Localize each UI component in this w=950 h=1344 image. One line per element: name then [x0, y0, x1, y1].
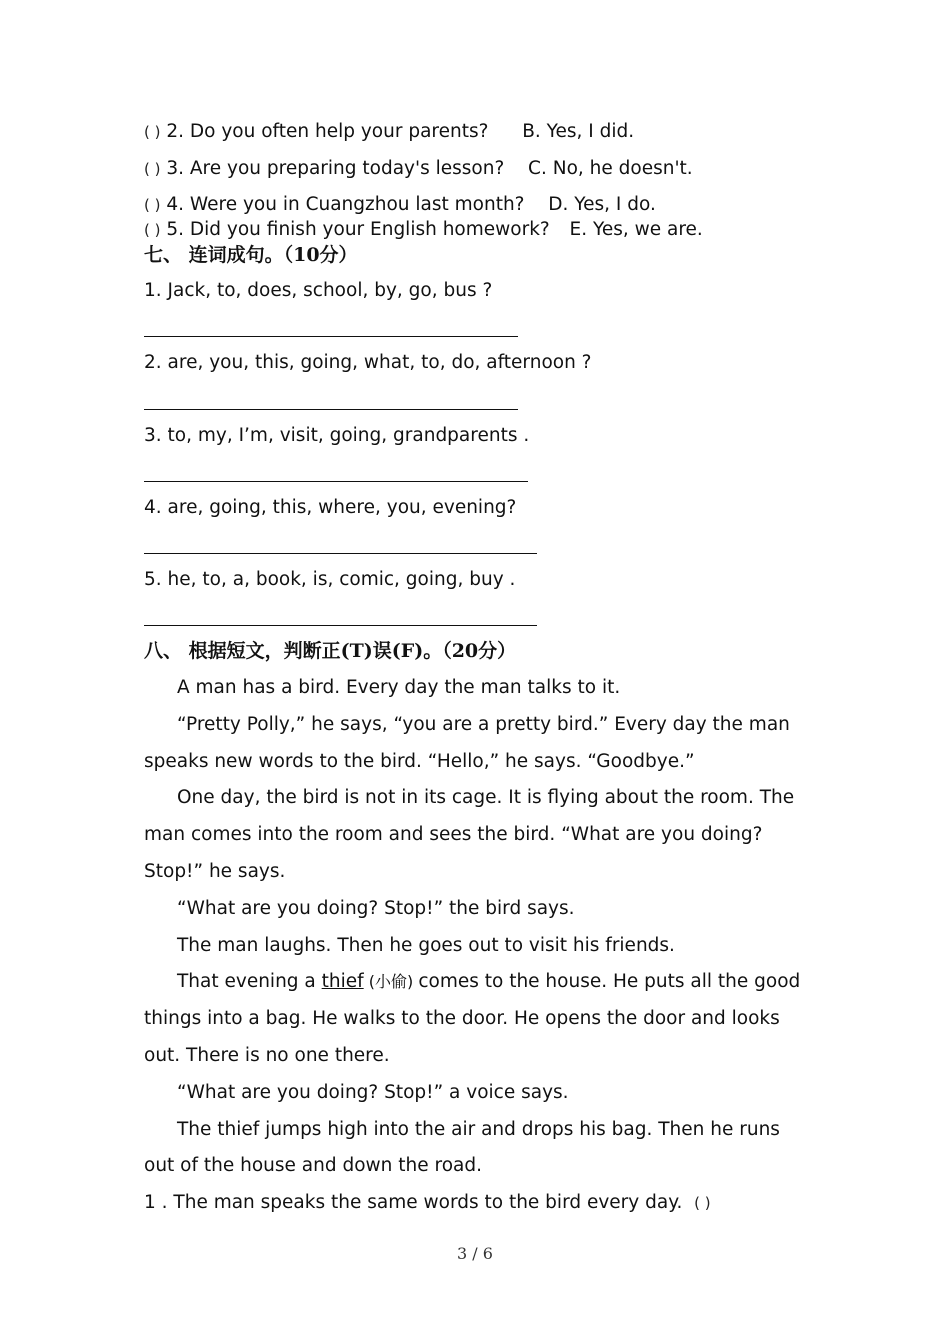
sentence-item: 2. are, you, this, going, what, to, do, afternoon ?	[144, 352, 592, 373]
passage-paragraph: The man laughs. Then he goes out to visit his friends.	[177, 934, 675, 956]
sentence-item: 5. he, to, a, book, is, comic, going, buy .	[144, 569, 516, 590]
question-text: 2. Do you often help your parents?	[166, 121, 489, 142]
passage-paragraph: “Pretty Polly,” he says, “you are a pretty bird.” Every day the man speaks new words to the bird. “Hello,” he says. “Goodbye.”	[144, 713, 790, 772]
passage-paragraph: “What are you doing? Stop!” a voice says.	[177, 1081, 569, 1103]
sentence-item: 4. are, going, this, where, you, evening?	[144, 497, 517, 518]
sentence-item: 1. Jack, to, does, school, by, go, bus ?	[144, 280, 493, 301]
answer-parenthesis: ( )	[144, 160, 161, 178]
vocab-word: thief	[321, 971, 364, 993]
passage-paragraph: “What are you doing? Stop!” the bird says.	[177, 897, 575, 919]
passage-paragraph: A man has a bird. Every day the man talks to it.	[177, 677, 621, 698]
answer-option: E. Yes, we are.	[569, 219, 703, 240]
answer-line	[144, 625, 537, 626]
question-text: 5. Did you finish your English homework?	[166, 219, 550, 240]
reading-passage	[144, 670, 814, 1222]
passage-paragraph: That evening a thief (小偷) comes to the house. He puts all the good things into a bag. He walks to the door. He opens the door and looks out. There is no one there.	[144, 971, 801, 1066]
matching-item	[144, 194, 656, 216]
answer-parenthesis: ( )	[144, 196, 161, 214]
answer-option: B. Yes, I did.	[522, 121, 635, 142]
vocab-gloss: (小偷)	[363, 972, 419, 992]
answer-line	[144, 481, 528, 482]
true-false-question: 1 . The man speaks the same words to the bird every day. ( )	[144, 1192, 711, 1214]
answer-option: C. No, he doesn't.	[528, 158, 693, 179]
answer-parenthesis: ( )	[144, 123, 161, 141]
passage-paragraph: The thief jumps high into the air and drops his bag. Then he runs out of the house and down the road.	[144, 1118, 780, 1177]
answer-parenthesis: ( )	[144, 221, 161, 239]
section-heading: 八、 根据短文，判断正(T)误(F)。（20分）	[144, 640, 517, 662]
page-number: 3 / 6	[457, 1244, 493, 1263]
section-heading: 七、 连词成句。（10分）	[144, 244, 358, 266]
answer-line	[144, 553, 537, 554]
question-text: 3. Are you preparing today's lesson?	[166, 158, 505, 179]
matching-item	[144, 121, 634, 143]
answer-parenthesis: ( )	[694, 1194, 711, 1213]
answer-line	[144, 409, 518, 410]
question-text: 4. Were you in Cuangzhou last month?	[166, 194, 525, 215]
sentence-item: 3. to, my, I’m, visit, going, grandparents .	[144, 425, 530, 446]
answer-option: D. Yes, I do.	[548, 194, 656, 215]
matching-item	[144, 158, 693, 180]
passage-paragraph: One day, the bird is not in its cage. It is flying about the room. The man comes into the room and sees the bird. “What are you doing? Stop!” he says.	[144, 787, 795, 882]
answer-line	[144, 336, 518, 337]
matching-item	[144, 219, 703, 241]
